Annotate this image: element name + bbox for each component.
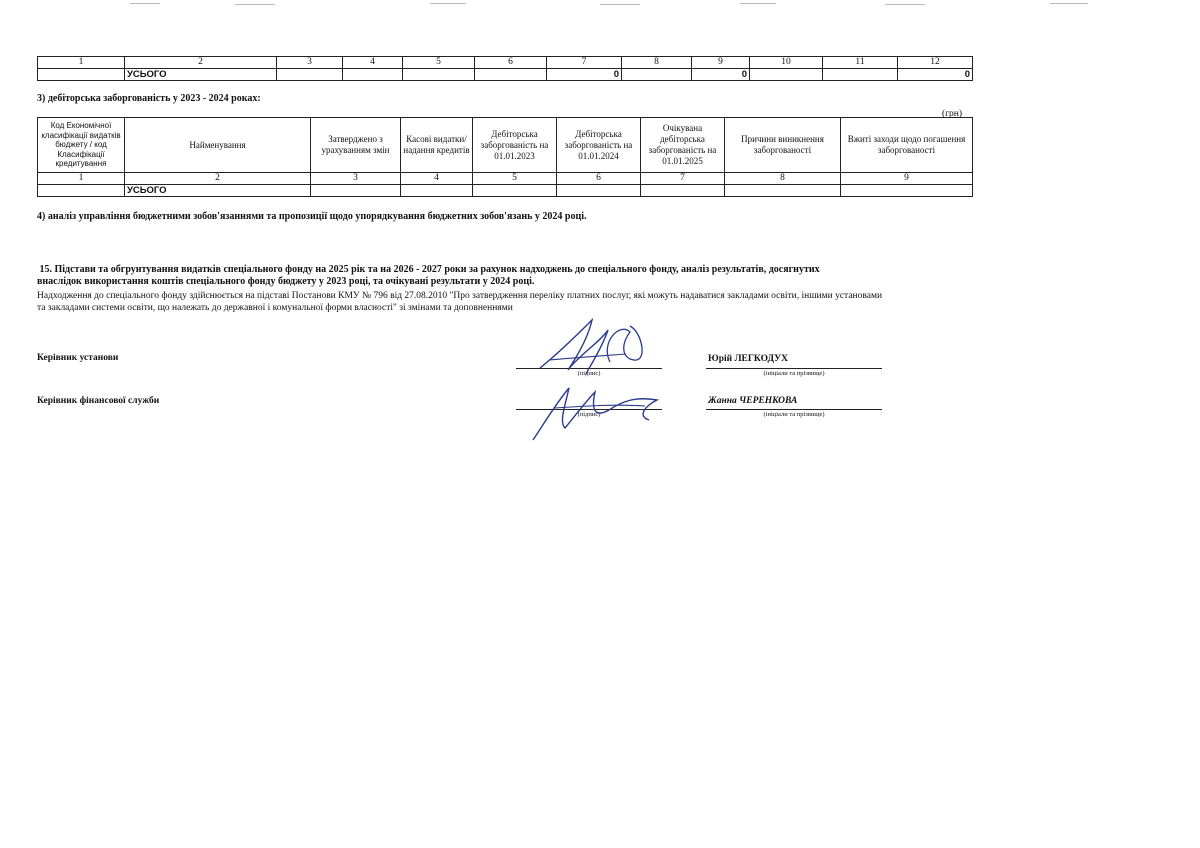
table-cell: 2 [125,57,277,69]
table-cell [841,185,973,197]
table-cell: 8 [622,57,692,69]
total-label: УСЬОГО [125,69,277,81]
table-cell [343,69,403,81]
table-header-row [38,118,973,173]
table-total-row [38,69,973,81]
table-cell: 2 [125,173,311,185]
head-label: Керівник установи [37,353,119,363]
section-4-heading: 4) аналіз управління бюджетними зобов'язаннями та пропозиції щодо упорядкування бюджетних зобов'язань у 2024 році. [37,211,587,222]
table-cell: 9 [841,173,973,185]
column-header: Вжиті заходи щодо погашення заборгованості [841,118,973,173]
unit-label: (грн) [942,109,963,119]
table-cell [277,69,343,81]
table-cell [641,185,725,197]
column-header: Код Економічної класифікації видатків бюджету / код Класифікації кредитування [38,118,125,173]
table-cell: 11 [823,57,898,69]
table-cell: 8 [725,173,841,185]
name-caption: (ініціали та прізвище) [763,370,825,377]
table-cell: 4 [401,173,473,185]
table-total-row [38,185,973,197]
table-cell [725,185,841,197]
finance-signature [525,366,675,446]
table-cell: 5 [403,57,475,69]
table-cell [750,69,823,81]
table-cell: 10 [750,57,823,69]
table-cell [403,69,475,81]
table-cell: 1 [38,57,125,69]
name-line [706,368,882,369]
signature-caption: (підпис) [577,411,601,418]
section-15-text-line1: Надходження до спеціального фонду здійснюється на підставі Постанови КМУ № 796 від 27.08.2010 "Про затвердження переліку платних послуг, які можуть надаватися закладами освіти, іншими установами [37,291,883,301]
finance-label: Керівник фінансової служби [37,396,160,406]
table-cell: 3 [311,173,401,185]
receivables-table [37,117,973,197]
table-cell: 7 [547,57,622,69]
section-15-text-line2: та закладами системи освіти, що належать до державної і комунальної форми власності" зі змінами та доповненнями [37,303,513,313]
section-15-heading-line1: 15. Підстави та обгрунтування видатків спеціального фонду на 2025 рік та на 2026 - 2027 роки за рахунок надходжень до спеціального фонду, аналіз результатів, досягнутих [37,264,820,275]
table-cell: 4 [343,57,403,69]
table-cell: 9 [692,57,750,69]
table-cell: 5 [473,173,557,185]
table-cell: 7 [641,173,725,185]
column-header: Дебіторська заборгованість на 01.01.2024 [557,118,641,173]
table-cell [38,69,125,81]
table-cell [557,185,641,197]
section-3-heading: 3) дебіторська заборгованість у 2023 - 2024 роках: [37,93,261,104]
table-cell [475,69,547,81]
column-header: Касові видатки/ надання кредитів [401,118,473,173]
name-caption: (ініціали та прізвище) [763,411,825,418]
table-cell [311,185,401,197]
column-header: Дебіторська заборгованість на 01.01.2023 [473,118,557,173]
table-cell [38,185,125,197]
table-cell: 1 [38,173,125,185]
table-cell [401,185,473,197]
table-index-row [38,173,973,185]
table-cell [473,185,557,197]
column-header: Причини виникнення заборгованості [725,118,841,173]
table-index-row [38,57,973,69]
column-header: Очікувана дебіторська заборгованість на 01.01.2025 [641,118,725,173]
total-label: УСЬОГО [125,185,311,197]
table-cell: 6 [475,57,547,69]
table-cell [622,69,692,81]
head-name: Юрій ЛЕГКОДУХ [708,354,788,364]
table-cell: 12 [898,57,973,69]
table-cell: 6 [557,173,641,185]
total-value: 0 [898,69,973,81]
total-value: 0 [692,69,750,81]
table-cell [823,69,898,81]
finance-name: Жанна ЧЕРЕНКОВА [708,396,798,406]
table-cell: 3 [277,57,343,69]
column-header: Затверджено з урахуванням змін [311,118,401,173]
column-header: Найменування [125,118,311,173]
name-line [706,409,882,410]
table-continuation [37,56,973,81]
section-15-heading-line2: внаслідок використання коштів спеціального фонду бюджету у 2023 році, та очікувані результати у 2024 році. [37,276,535,287]
signature-caption: (підпис) [577,370,601,377]
total-value: 0 [547,69,622,81]
